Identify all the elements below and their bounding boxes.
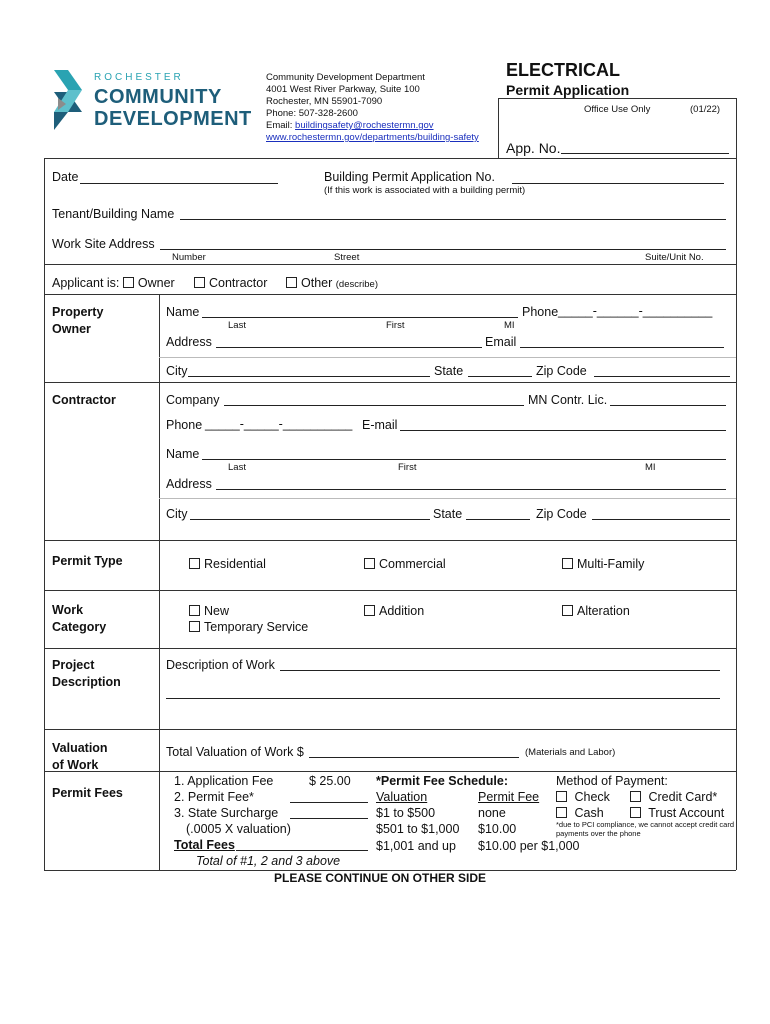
credit-option [630, 790, 717, 804]
worksite-street-label: Street [334, 252, 360, 263]
dept-name: Community Development Department [266, 72, 425, 83]
fees-heading: Permit Fees [52, 786, 123, 800]
owner-zip-field[interactable] [594, 376, 730, 377]
residential-label: Residential [204, 557, 266, 571]
date-field[interactable] [80, 183, 278, 184]
description-label: Description of Work [166, 658, 275, 672]
valuation-field[interactable] [309, 757, 519, 758]
continue-note: PLEASE CONTINUE ON OTHER SIDE [274, 871, 487, 885]
contractor-company-field[interactable] [224, 405, 524, 406]
owner-address-field[interactable] [216, 347, 482, 348]
contractor-city-label: City [166, 507, 188, 521]
cash-checkbox[interactable] [556, 807, 567, 818]
contractor-email-label: E-mail [362, 418, 398, 432]
applicant-label: Applicant is: [52, 276, 120, 290]
commercial-checkbox[interactable] [364, 558, 375, 569]
trust-checkbox[interactable] [630, 807, 641, 818]
check-label: Check [574, 790, 610, 804]
contractor-state-field[interactable] [466, 519, 530, 520]
multifamily-checkbox[interactable] [562, 558, 573, 569]
owner-address-label: Address [166, 335, 212, 349]
contractor-first-label: First [398, 462, 417, 473]
owner-first-label: First [386, 320, 405, 331]
bpan-field[interactable] [512, 183, 724, 184]
contractor-heading: Contractor [52, 393, 116, 407]
credit-label: Credit Card* [648, 790, 718, 804]
valuation-label: Total Valuation of Work $ [166, 745, 304, 759]
fee-item3-note: (.0005 X valuation) [186, 822, 291, 836]
schedule-col-fee: Permit Fee [478, 790, 540, 804]
app-no-field[interactable] [561, 153, 729, 154]
project-heading-1: Project [52, 658, 95, 672]
contractor-license-label: MN Contr. Lic. [528, 393, 608, 407]
credit-checkbox[interactable] [630, 791, 641, 802]
cash-label: Cash [574, 806, 604, 820]
alteration-checkbox[interactable] [562, 605, 573, 616]
form-title: ELECTRICAL [506, 60, 620, 80]
revision-label: (01/22) [690, 104, 721, 115]
bpan-label: Building Permit Application No. [324, 170, 495, 184]
fees-total-note: Total of #1, 2 and 3 above [196, 854, 341, 868]
valuation-heading-1: Valuation [52, 741, 108, 755]
owner-mi-label: MI [504, 320, 515, 331]
addition-label: Addition [379, 604, 425, 618]
contractor-city-field[interactable] [190, 519, 430, 520]
description-field-2[interactable] [166, 698, 720, 699]
owner-state-field[interactable] [468, 376, 532, 377]
schedule-row2-val: $501 to $1,000 [376, 822, 460, 836]
other-checkbox[interactable] [286, 277, 297, 288]
residential-option [189, 557, 266, 571]
bpan-note: (If this work is associated with a building permit) [324, 185, 526, 196]
worksite-suite-label: Suite/Unit No. [645, 252, 704, 263]
owner-checkbox[interactable] [123, 277, 134, 288]
owner-last-label: Last [228, 320, 246, 331]
residential-checkbox[interactable] [189, 558, 200, 569]
contractor-phone-field[interactable]: _____-_____-__________ [205, 417, 353, 431]
worksite-field[interactable] [160, 249, 726, 250]
alteration-label: Alteration [577, 604, 630, 618]
logo-city: ROCHESTER [94, 72, 184, 83]
check-option [556, 790, 610, 804]
fee-item2-field[interactable] [290, 802, 368, 803]
permit-type-heading: Permit Type [52, 554, 123, 568]
new-checkbox[interactable] [189, 605, 200, 616]
trust-label: Trust Account [648, 806, 725, 820]
dept-address2: Rochester, MN 55901-7090 [266, 96, 383, 107]
contractor-company-label: Company [166, 393, 220, 407]
owner-state-label: State [434, 364, 464, 378]
dept-address1: 4001 West River Parkway, Suite 100 [266, 84, 420, 95]
fee-item1-amount: $ 25.00 [309, 774, 351, 788]
applicant-row [52, 276, 175, 290]
owner-heading-1: Property [52, 305, 104, 319]
schedule-row3-val: $1,001 and up [376, 839, 456, 853]
description-field-1[interactable] [280, 670, 720, 671]
addition-checkbox[interactable] [364, 605, 375, 616]
temporary-label: Temporary Service [204, 620, 309, 634]
contractor-name-label: Name [166, 447, 200, 461]
temporary-option [189, 620, 308, 634]
owner-city-field[interactable] [188, 376, 430, 377]
other-option-label: Other [301, 276, 333, 290]
work-category-heading-1: Work [52, 603, 84, 617]
contractor-address-label: Address [166, 477, 212, 491]
multifamily-option [562, 557, 644, 571]
valuation-note: (Materials and Labor) [525, 747, 616, 758]
chevron-logo-icon [54, 70, 84, 130]
owner-city-label: City [166, 364, 188, 378]
dept-email-label: Email: [266, 120, 296, 131]
contractor-license-field[interactable] [610, 405, 726, 406]
contractor-zip-field[interactable] [592, 519, 730, 520]
contractor-email-field[interactable] [400, 430, 726, 431]
pci-note-1: *due to PCI compliance, we cannot accept credit card [556, 820, 735, 829]
new-label: New [204, 604, 230, 618]
fees-total-field[interactable] [236, 850, 368, 851]
owner-phone-label: Phone [522, 305, 559, 319]
alteration-option [562, 604, 630, 618]
dept-phone: Phone: 507-328-2600 [266, 108, 358, 119]
contractor-checkbox[interactable] [194, 277, 205, 288]
worksite-number-label: Number [172, 252, 206, 263]
contractor-address-field[interactable] [216, 489, 726, 490]
app-no-label: App. No. [506, 140, 561, 156]
owner-option-label: Owner [137, 276, 175, 290]
fee-item1-label: 1. Application Fee [174, 774, 274, 788]
schedule-row1-fee: none [478, 806, 506, 820]
payment-title: Method of Payment: [556, 774, 668, 788]
form-subtitle: Permit Application [506, 82, 630, 98]
schedule-row3-fee: $10.00 per $1,000 [478, 839, 580, 853]
fee-item3-field[interactable] [290, 818, 368, 819]
schedule-title: *Permit Fee Schedule: [376, 774, 508, 788]
valuation-heading-2: of Work [52, 758, 99, 772]
schedule-col-valuation: Valuation [376, 790, 428, 804]
check-checkbox[interactable] [556, 791, 567, 802]
owner-phone-field[interactable]: _____-______-__________ [558, 304, 713, 318]
temporary-checkbox[interactable] [189, 621, 200, 632]
dept-web-link[interactable]: www.rochestermn.gov/departments/building-safety [266, 132, 479, 143]
tenant-field[interactable] [180, 219, 726, 220]
commercial-label: Commercial [379, 557, 446, 571]
schedule-row1-val: $1 to $500 [376, 806, 436, 820]
worksite-label: Work Site Address [52, 237, 155, 251]
schedule-row2-fee: $10.00 [478, 822, 517, 836]
cash-option [556, 806, 604, 820]
contractor-zip-label: Zip Code [536, 507, 587, 521]
office-use-label: Office Use Only [584, 104, 651, 115]
owner-email-label: Email [485, 335, 517, 349]
other-describe-label: (describe) [335, 279, 378, 290]
logo-line1: COMMUNITY [94, 86, 222, 108]
contractor-name-field[interactable] [202, 459, 726, 460]
other-option [286, 276, 378, 290]
owner-name-field[interactable] [202, 317, 518, 318]
trust-option [630, 806, 724, 820]
contractor-phone-label: Phone [166, 418, 203, 432]
owner-zip-label: Zip Code [536, 364, 587, 378]
addition-option [364, 604, 424, 618]
commercial-option [364, 557, 446, 571]
fees-total-label: Total Fees [174, 838, 235, 852]
dept-email-link[interactable]: buildingsafety@rochestermn.gov [295, 120, 434, 131]
work-category-heading-2: Category [52, 620, 107, 634]
contractor-option [194, 276, 267, 290]
tenant-label: Tenant/Building Name [52, 207, 175, 221]
multifamily-label: Multi-Family [577, 557, 645, 571]
fee-item2-label: 2. Permit Fee* [174, 790, 254, 804]
owner-heading-2: Owner [52, 322, 91, 336]
date-label: Date [52, 170, 79, 184]
new-option [189, 604, 229, 618]
contractor-state-label: State [433, 507, 463, 521]
contractor-option-label: Contractor [209, 276, 268, 290]
dept-email-row [266, 120, 434, 131]
logo-line2: DEVELOPMENT [94, 108, 252, 130]
pci-note-2: payments over the phone [556, 829, 641, 838]
project-heading-2: Description [52, 675, 121, 689]
fee-item3-label: 3. State Surcharge [174, 806, 279, 820]
owner-name-label: Name [166, 305, 200, 319]
owner-email-field[interactable] [520, 347, 724, 348]
contractor-mi-label: MI [645, 462, 656, 473]
contractor-last-label: Last [228, 462, 246, 473]
